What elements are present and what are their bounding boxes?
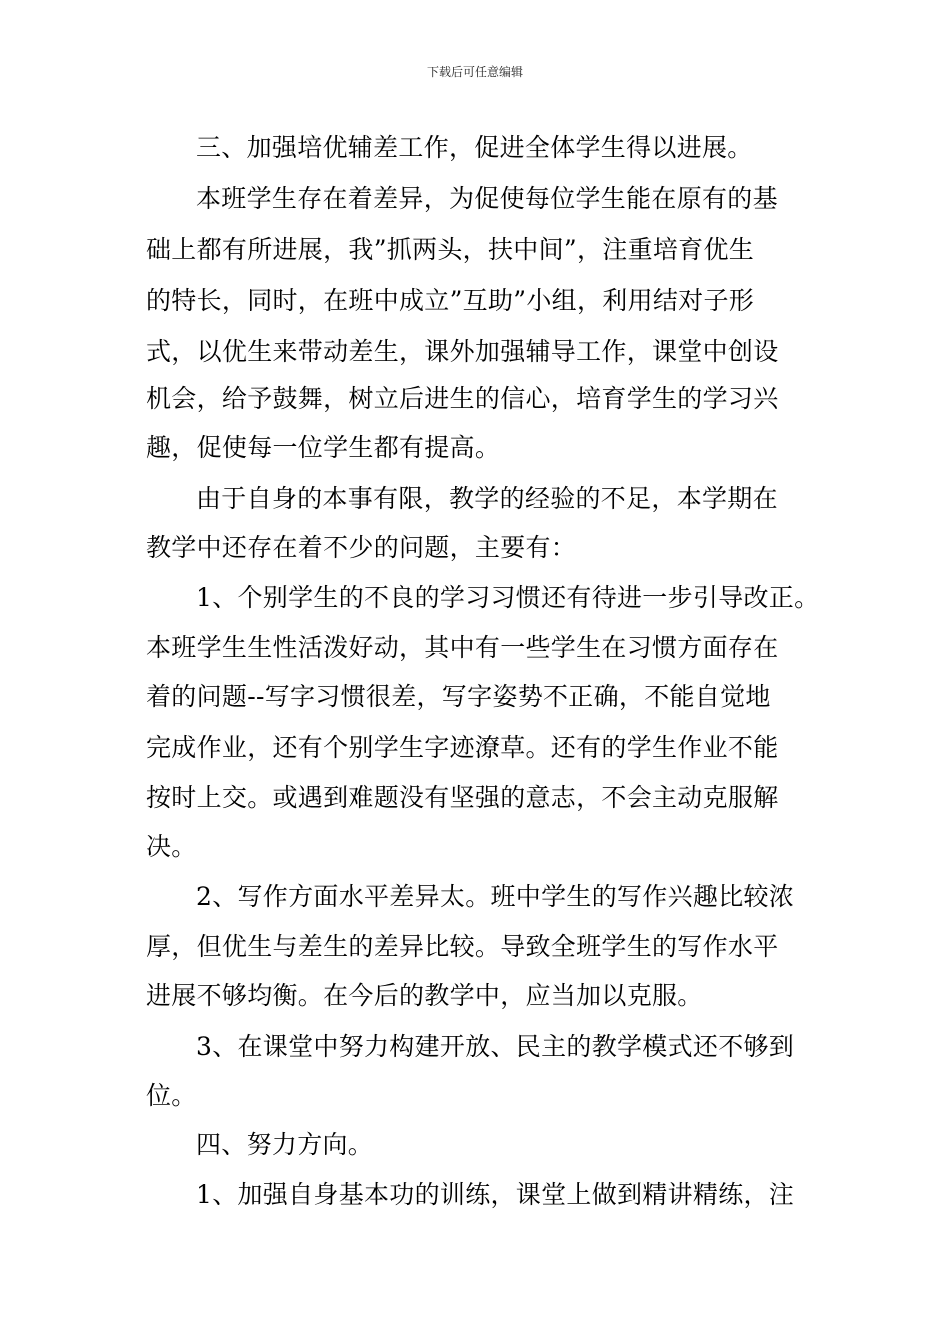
paragraph-line: 教学中还存在着不少的问题，主要有：: [146, 533, 577, 562]
list-item-1: 1、加强自身基本功的训练，课堂上做到精讲精练，注: [196, 1180, 795, 1209]
paragraph-line: 机会，给予鼓舞，树立后进生的信心，培育学生的学习兴: [146, 384, 779, 413]
paragraph-line: 本班学生生性活泼好动，其中有一些学生在习惯方面存在: [146, 633, 779, 662]
paragraph-line: 厚，但优生与差生的差异比较。导致全班学生的写作水平: [146, 932, 779, 961]
section-heading-3: 三、加强培优辅差工作，促进全体学生得以进展。: [196, 133, 753, 162]
paragraph-line: 完成作业，还有个别学生字迹潦草。还有的学生作业不能: [146, 733, 779, 762]
paragraph-line: 按时上交。或遇到难题没有坚强的意志，不会主动克服解: [146, 783, 779, 812]
list-item-2: 2、写作方面水平差异太。班中学生的写作兴趣比较浓: [196, 882, 795, 911]
list-item-1: 1、个别学生的不良的学习习惯还有待进一步引导改正。: [196, 583, 820, 612]
section-heading-4: 四、努力方向。: [196, 1130, 374, 1159]
paragraph-line: 着的问题--写字习惯很差，写字姿势不正确，不能自觉地: [146, 682, 771, 711]
paragraph-line: 位。: [146, 1081, 197, 1110]
paragraph-line: 决。: [146, 832, 197, 861]
paragraph-line: 的特长，同时，在班中成立”互助”小组，利用结对子形: [146, 286, 755, 315]
paragraph-line: 由于自身的本事有限，教学的经验的不足，本学期在: [196, 484, 778, 513]
list-item-3: 3、在课堂中努力构建开放、民主的教学模式还不够到: [196, 1032, 795, 1061]
page-header: 下载后可任意编辑: [426, 65, 523, 79]
paragraph-line: 式，以优生来带动差生，课外加强辅导工作，课堂中创设: [146, 337, 779, 366]
paragraph-line: 本班学生存在着差异，为促使每位学生能在原有的基: [196, 184, 778, 213]
paragraph-line: 进展不够均衡。在今后的教学中，应当加以克服。: [146, 981, 703, 1010]
paragraph-line: 趣，促使每一位学生都有提高。: [146, 433, 501, 462]
paragraph-line: 础上都有所进展，我”抓两头，扶中间”，注重培育优生: [146, 235, 755, 264]
